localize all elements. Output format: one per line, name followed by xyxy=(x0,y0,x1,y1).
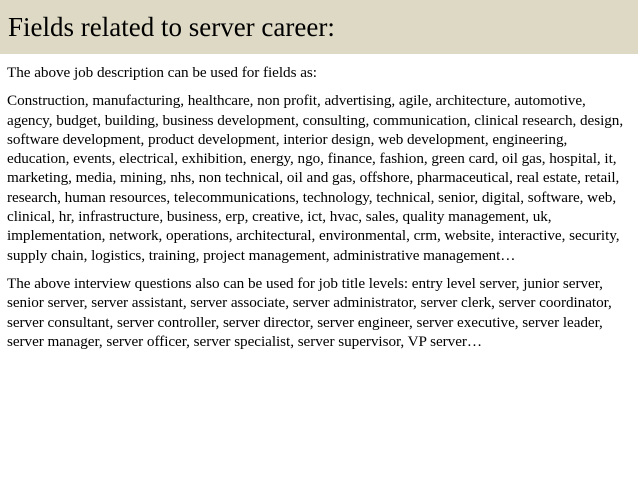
slide-title: Fields related to server career: xyxy=(8,12,335,42)
slide-content xyxy=(0,54,638,351)
title-bar xyxy=(0,0,638,54)
intro-text: The above job description can be used for fields as: xyxy=(7,64,317,81)
fields-list-text: Construction, manufacturing, healthcare, non profit, advertising, agile, architecture, automotive, agency, budget, building, business development, consulting, communication, clinical research, design, software development, product development, interior design, web development, engineering, education, events, electrical, exhibition, energy, ngo, finance, fashion, green card, oil gas, hospital, it, marketing, media, mining, nhs, non technical, oil and gas, offshore, pharmaceutical, real estate, retail, research, human resources, telecommunications, technology, technical, senior, digital, software, web, clinical, hr, infrastructure, business, erp, creative, ict, hvac, sales, quality management, uk, implementation, network, operations, architectural, environmental, crm, website, interactive, security, supply chain, logistics, training, project management, administrative management… xyxy=(7,92,624,264)
job-levels-text: The above interview questions also can be used for job title levels: entry level server, junior server, senior server, server assistant, server associate, server administrator, server clerk, server coordinator, server consultant, server controller, server director, server engineer, server executive, server leader, server manager, server officer, server specialist, server supervisor, VP server… xyxy=(7,274,612,350)
